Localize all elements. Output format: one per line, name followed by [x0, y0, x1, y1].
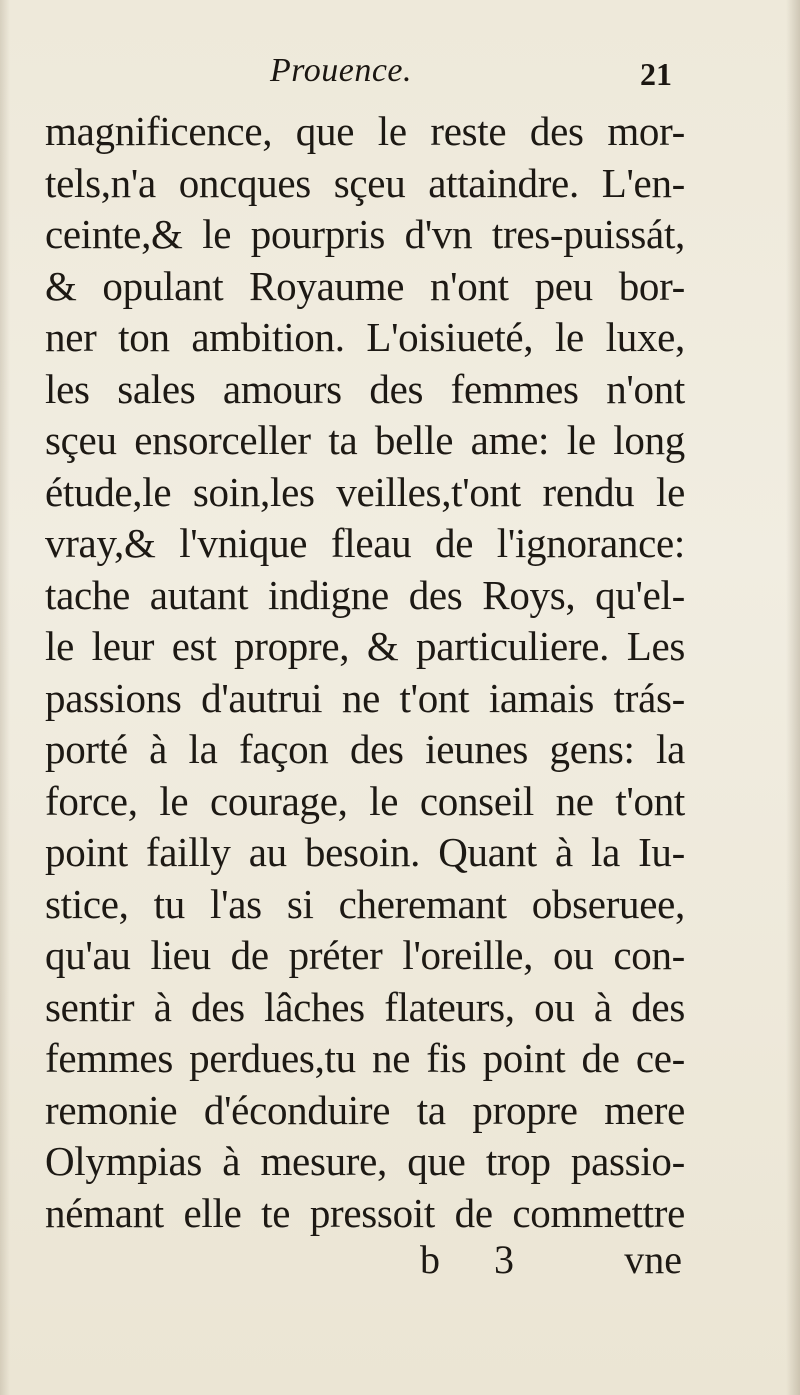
text-line: tels,n'a oncques sçeu attaindre. L'en-	[45, 159, 685, 206]
signature-mark	[420, 1236, 514, 1283]
text-line: vray,& l'vnique fleau de l'ignorance:	[45, 520, 685, 566]
text-line: & opulant Royaume n'ont peu bor-	[45, 262, 685, 309]
page-right-shadow	[786, 0, 800, 1395]
text-line: qu'au lieu de préter l'oreille, ou con-	[45, 932, 685, 978]
text-line: remonie d'éconduire ta propre mere	[45, 1086, 685, 1133]
text-line: passions d'autrui ne t'ont iamais trás-	[45, 674, 685, 721]
signature-number: 3	[494, 1237, 514, 1282]
text-line: porté à la façon des ieunes gens: la	[45, 726, 685, 772]
catchword: vne	[624, 1237, 682, 1282]
page-left-shadow	[0, 0, 10, 1395]
running-head: Prouence.	[270, 52, 413, 89]
body-text	[45, 106, 685, 1239]
text-line: ner ton ambition. L'oisiueté, le luxe,	[45, 314, 685, 360]
text-line: force, le courage, le conseil ne t'ont	[45, 777, 685, 824]
text-line: Olympias à mesure, que trop passio-	[45, 1138, 685, 1184]
text-line: ceinte,& le pourpris d'vn tres-puissát,	[45, 211, 685, 257]
text-line: magnificence, que le reste des mor-	[45, 108, 685, 154]
text-line: le leur est propre, & particuliere. Les	[45, 623, 685, 669]
page-number: 21	[640, 56, 672, 92]
text-line: étude,le soin,les veilles,t'ont rendu le	[45, 468, 685, 515]
text-line: les sales amours des femmes n'ont	[45, 365, 685, 412]
text-line: sçeu ensorceller ta belle ame: le long	[45, 417, 685, 463]
text-line: stice, tu l'as si cheremant obseruee,	[45, 880, 685, 927]
footer-line	[420, 1236, 682, 1283]
text-line: sentir à des lâches flateurs, ou à des	[45, 983, 685, 1030]
text-line: point failly au besoin. Quant à la Iu-	[45, 829, 685, 875]
text-line: femmes perdues,tu ne fis point de ce-	[45, 1035, 685, 1081]
text-line: némant elle te pressoit de commettre	[45, 1189, 685, 1236]
text-line: tache autant indigne des Roys, qu'el-	[45, 571, 685, 618]
signature-letter: b	[420, 1237, 440, 1282]
